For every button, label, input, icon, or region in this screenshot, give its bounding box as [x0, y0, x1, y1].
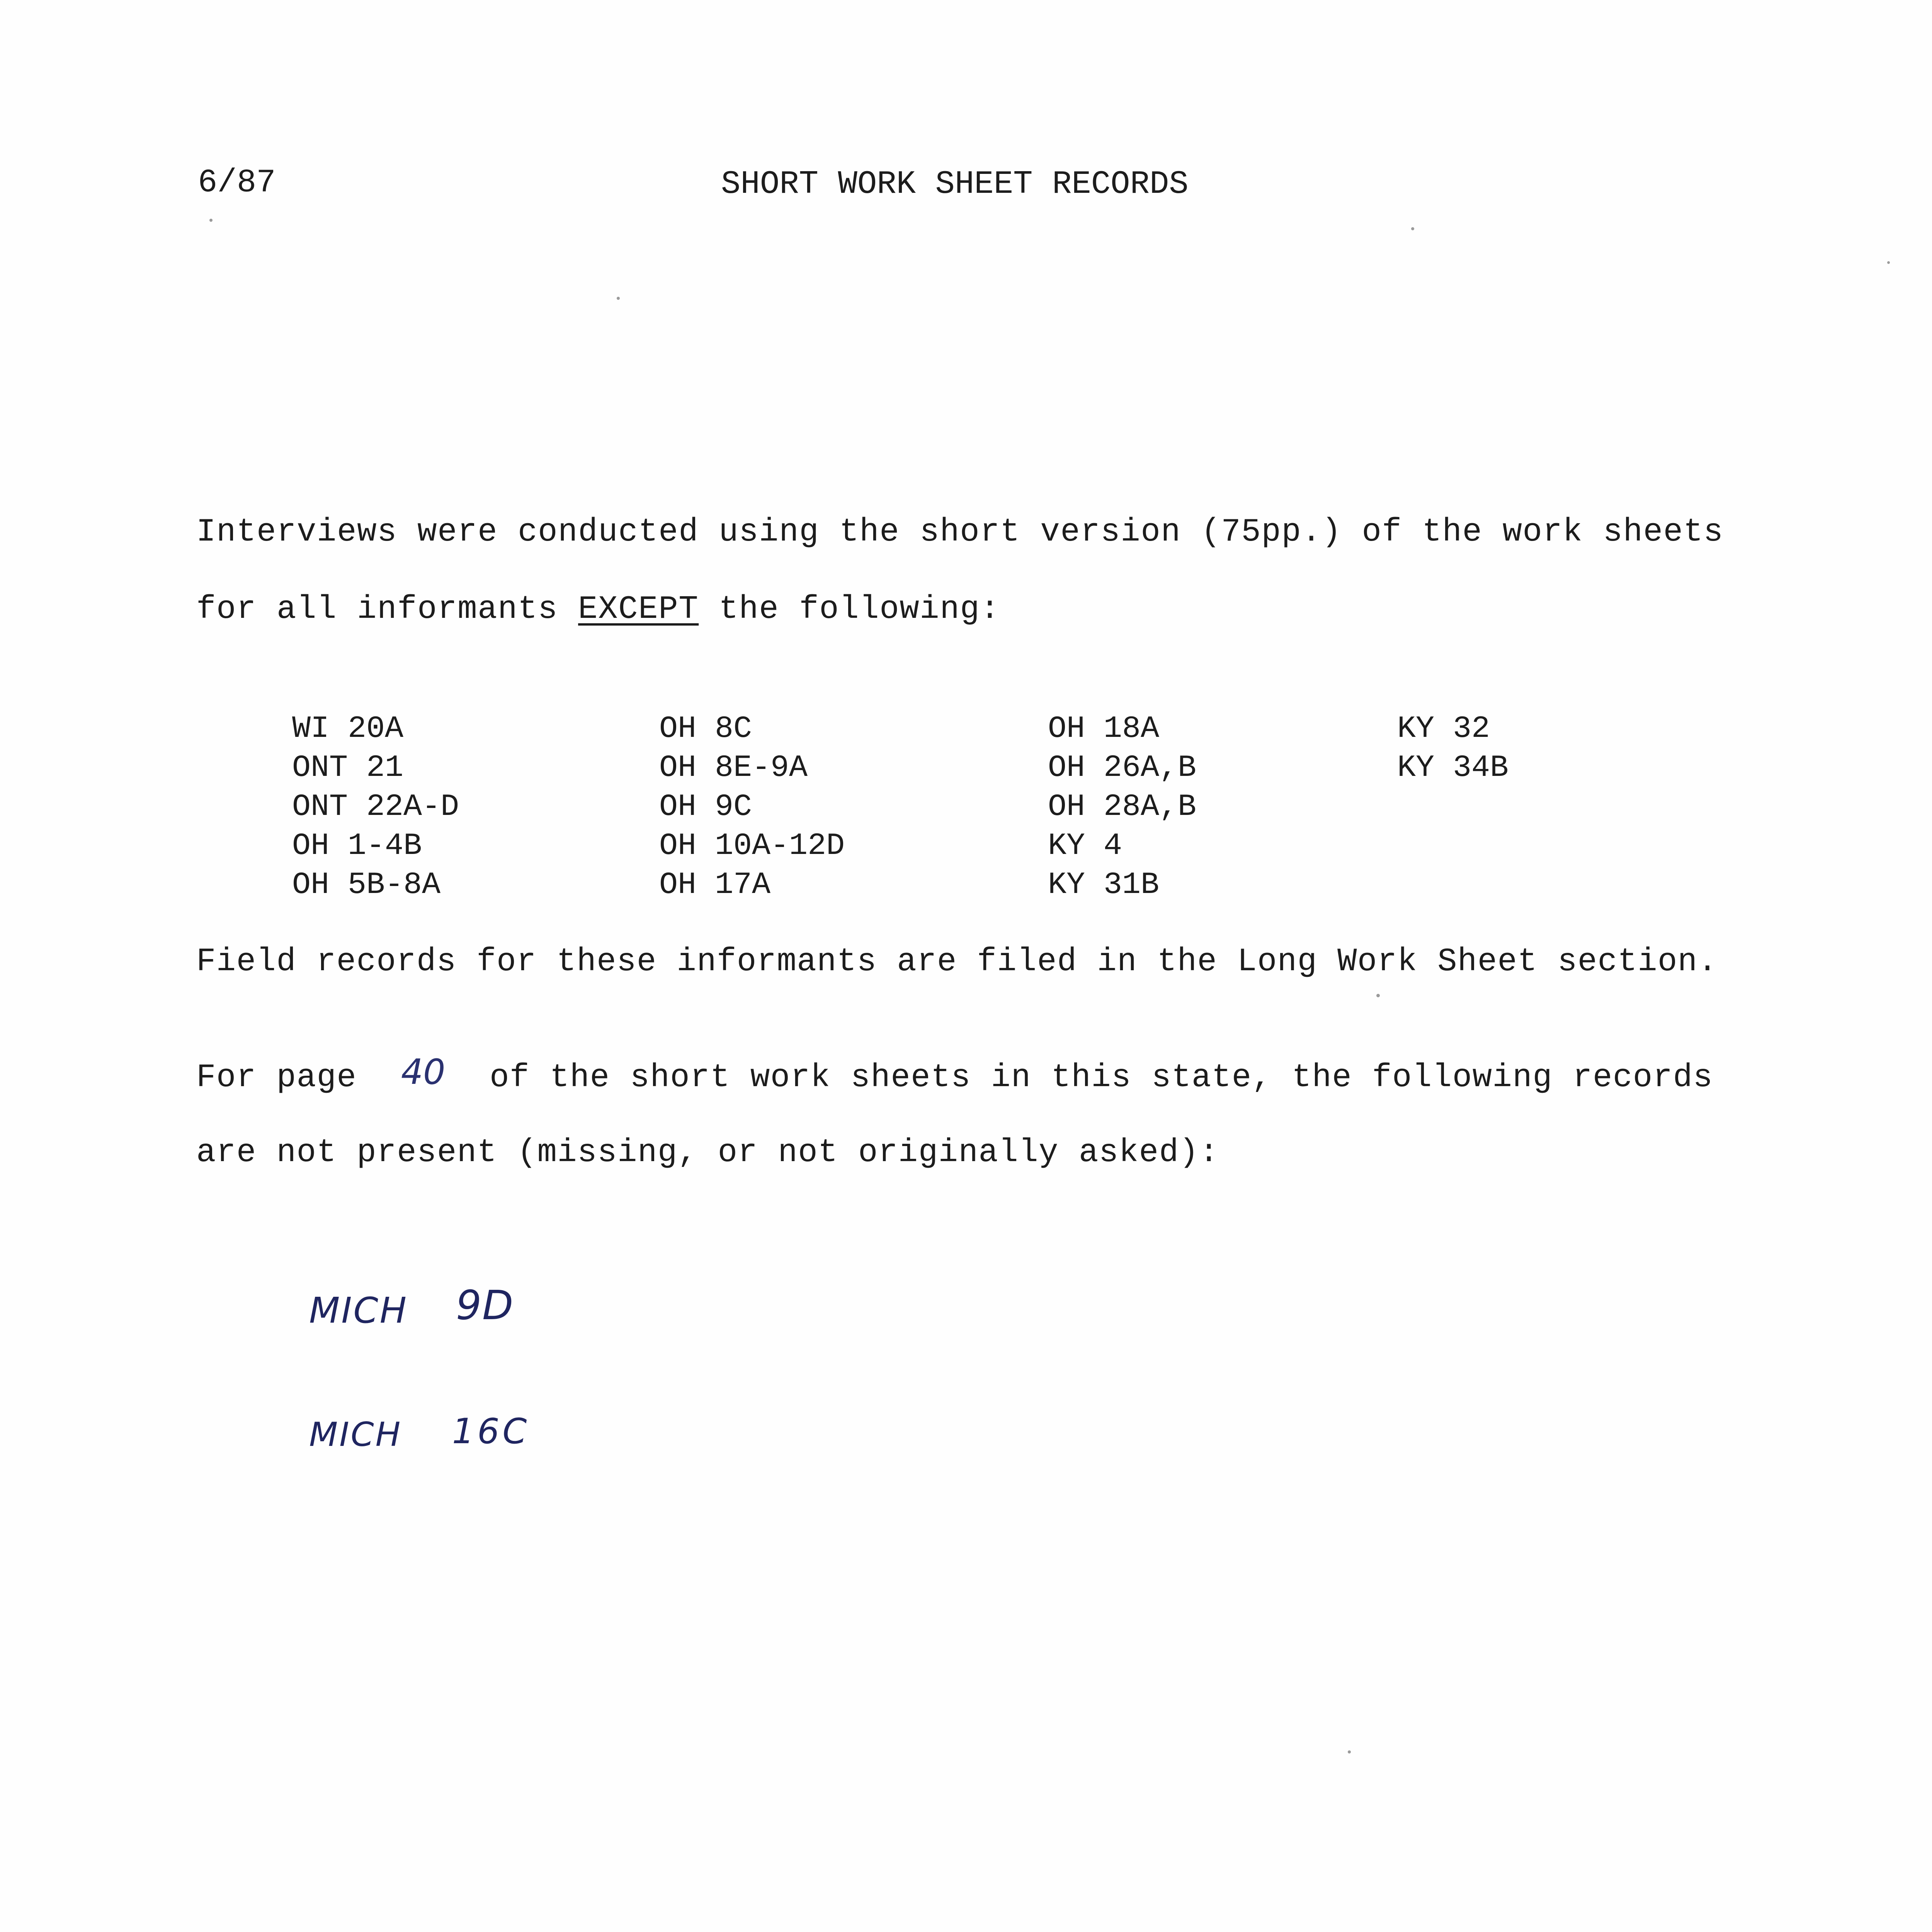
- informant-entry: OH 8C: [659, 711, 752, 747]
- handwritten-page-number: 40: [401, 1052, 446, 1092]
- document-title: SHORT WORK SHEET RECORDS: [721, 166, 1189, 203]
- document-date: 6/87: [198, 165, 276, 201]
- handwritten-record-state: MICH: [309, 1290, 408, 1331]
- informant-entry: OH 18A: [1048, 711, 1160, 747]
- informant-entry: KY 4: [1048, 828, 1122, 864]
- informant-entry: OH 1-4B: [292, 828, 422, 864]
- intro-line-2: [196, 591, 1000, 628]
- paper-speck: [1376, 994, 1380, 997]
- informant-entry: KY 34B: [1397, 750, 1509, 786]
- missing-line-1-start: For page: [196, 1060, 377, 1096]
- paper-speck: [1887, 261, 1890, 264]
- except-emphasis: EXCEPT: [578, 591, 699, 628]
- paper-speck: [1348, 1750, 1351, 1753]
- informant-entry: OH 26A,B: [1048, 750, 1197, 786]
- informant-entry: OH 5B-8A: [292, 867, 441, 903]
- informant-entry: ONT 22A-D: [292, 789, 459, 825]
- informant-column-1: [292, 709, 459, 905]
- informant-entry: OH 17A: [659, 867, 771, 903]
- informant-entry: OH 9C: [659, 789, 752, 825]
- paper-speck: [1411, 227, 1414, 230]
- missing-line-1: [196, 1052, 1713, 1096]
- handwritten-record-code: 9D: [456, 1282, 514, 1329]
- intro-line-2-start: for all informants: [196, 591, 578, 628]
- informant-entry: KY 32: [1397, 711, 1490, 747]
- intro-line-1: Interviews were conducted using the short version (75pp.) of the work sheets: [196, 514, 1724, 551]
- informant-column-2: [659, 709, 845, 905]
- informant-entry: ONT 21: [292, 750, 404, 786]
- informant-entry: OH 8E-9A: [659, 750, 808, 786]
- informant-column-4: [1397, 709, 1509, 787]
- filed-note: Field records for these informants are filed in the Long Work Sheet section.: [196, 944, 1718, 980]
- paper-speck: [617, 297, 620, 300]
- missing-line-1-end: of the short work sheets in this state, the following records: [469, 1060, 1713, 1096]
- informant-entry: OH 28A,B: [1048, 789, 1197, 825]
- missing-line-2: are not present (missing, or not originally asked):: [196, 1134, 1219, 1171]
- informant-entry: WI 20A: [292, 711, 404, 747]
- intro-line-2-end: the following:: [699, 591, 1000, 628]
- informant-entry: OH 10A-12D: [659, 828, 845, 864]
- paper-speck: [209, 219, 213, 222]
- handwritten-record-code: 16C: [452, 1411, 530, 1452]
- informant-list: [0, 709, 1932, 910]
- informant-column-3: [1048, 709, 1196, 905]
- handwritten-record-state: MICH: [309, 1415, 402, 1454]
- informant-entry: KY 31B: [1048, 867, 1160, 903]
